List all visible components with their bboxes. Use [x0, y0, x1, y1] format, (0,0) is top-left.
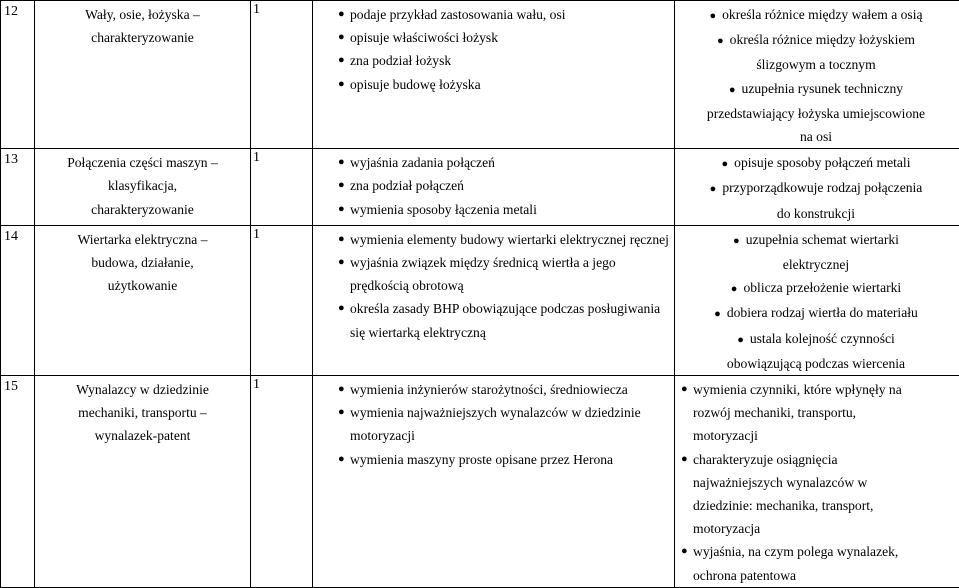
extended-requirements [675, 225, 959, 375]
topic-line: wynalazek-patent [35, 424, 250, 447]
topic-line: Wynalazcy w dziedzinie [35, 378, 250, 401]
list-item: ● zna podział łożysk [313, 49, 670, 72]
lesson-number: 14 [1, 225, 35, 375]
list-item: ● wymienia czynniki, które wpłynęły na rozwój mechaniki, transportu, motoryzacji [675, 378, 959, 448]
lesson-topic [35, 149, 251, 226]
list-item: ● opisuje właściwości łożysk [313, 26, 670, 49]
bullet-icon: ● [681, 378, 688, 401]
list-item: ● wyjaśnia, na czym polega wynalazek, ochrona patentowa [675, 540, 959, 586]
topic-line: klasyfikacja, [35, 174, 250, 197]
list-item: ● wymienia maszyny proste opisane przez Herona [313, 448, 670, 471]
list-item: ● uzupełnia schemat wiertarki elektrycznej [675, 228, 959, 276]
bullet-icon: ● [338, 378, 345, 401]
list-item: ● ustala kolejność czynności obowiązującą podczas wiercenia [675, 327, 959, 375]
bullet-icon: ● [338, 228, 345, 251]
list-item: ● wyjaśnia związek między średnicą wiertła a jego prędkością obrotową [313, 251, 670, 297]
list-item: ● oblicza przełożenie wiertarki [675, 276, 959, 301]
list-item: ● opisuje budowę łożyska [313, 73, 670, 96]
list-item: ● zna podział połączeń [313, 174, 670, 197]
table-row [1, 376, 959, 588]
bullet-icon: ● [338, 401, 345, 424]
bullet-icon: ● [338, 251, 345, 274]
hours-count: 1 [251, 149, 313, 226]
list-item: ● uzupełnia rysunek techniczny przedstawiający łożyska umiejscowione na osi [675, 77, 959, 149]
bullet-icon: ● [731, 283, 738, 295]
list-item: ● wyjaśnia zadania połączeń [313, 151, 670, 174]
table-row [1, 225, 959, 375]
list-item: ● określa różnice między łożyskiem ślizgowym a tocznym [675, 28, 959, 76]
bullet-icon: ● [338, 174, 345, 197]
hours-count: 1 [251, 225, 313, 375]
bullet-icon: ● [338, 198, 345, 221]
table-row [1, 1, 959, 149]
topic-line: użytkowanie [35, 274, 250, 297]
bullet-icon: ● [681, 540, 688, 563]
extended-requirements [675, 149, 959, 226]
bullet-icon: ● [729, 84, 736, 96]
lesson-number: 13 [1, 149, 35, 226]
list-item: ● opisuje sposoby połączeń metali [675, 151, 959, 176]
extended-requirements [675, 376, 959, 588]
bullet-icon: ● [338, 3, 345, 26]
bullet-icon: ● [338, 297, 345, 320]
basic-requirements [313, 376, 675, 588]
bullet-icon: ● [338, 49, 345, 72]
list-item: ● wymienia elementy budowy wiertarki elektrycznej ręcznej [313, 228, 670, 251]
list-item: ● wymienia sposoby łączenia metali [313, 198, 670, 221]
bullet-icon: ● [338, 26, 345, 49]
list-item: ● dobiera rodzaj wiertła do materiału [675, 301, 959, 326]
topic-line: Wały, osie, łożyska – [35, 3, 250, 26]
list-item: ● wymienia inżynierów starożytności, średniowiecza [313, 378, 670, 401]
bullet-icon: ● [338, 73, 345, 96]
lesson-number: 12 [1, 1, 35, 149]
list-item: ● przyporządkowuje rodzaj połączenia do konstrukcji [675, 176, 959, 224]
basic-requirements [313, 149, 675, 226]
table-row [1, 149, 959, 226]
lesson-topic [35, 225, 251, 375]
list-item: ● określa zasady BHP obowiązujące podczas posługiwania się wiertarką elektryczną [313, 297, 670, 343]
hours-count: 1 [251, 1, 313, 149]
list-item: ● określa różnice między wałem a osią [675, 3, 959, 28]
bullet-icon: ● [737, 334, 744, 346]
lesson-topic [35, 1, 251, 149]
topic-line: budowa, działanie, [35, 251, 250, 274]
lesson-number: 15 [1, 376, 35, 588]
bullet-icon: ● [681, 448, 688, 471]
basic-requirements [313, 225, 675, 375]
bullet-icon: ● [710, 183, 717, 195]
bullet-icon: ● [717, 35, 724, 47]
bullet-icon: ● [338, 448, 345, 471]
bullet-icon: ● [733, 235, 740, 247]
bullet-icon: ● [709, 10, 716, 22]
topic-line: mechaniki, transportu – [35, 401, 250, 424]
lesson-topic [35, 376, 251, 588]
topic-line: Wiertarka elektryczna – [35, 228, 250, 251]
topic-line: Połączenia części maszyn – [35, 151, 250, 174]
list-item: ● charakteryzuje osiągnięcia najważniejszych wynalazców w dziedzinie: mechanika, transport, motoryzacja [675, 448, 959, 541]
list-item: ● podaje przykład zastosowania wału, osi [313, 3, 670, 26]
bullet-icon: ● [714, 308, 721, 320]
topic-line: charakteryzowanie [35, 198, 250, 221]
hours-count: 1 [251, 376, 313, 588]
topic-line: charakteryzowanie [35, 26, 250, 49]
extended-requirements [675, 1, 959, 149]
bullet-icon: ● [338, 151, 345, 174]
basic-requirements [313, 1, 675, 149]
list-item: ● wymienia najważniejszych wynalazców w dziedzinie motoryzacji [313, 401, 670, 447]
bullet-icon: ● [722, 158, 729, 170]
